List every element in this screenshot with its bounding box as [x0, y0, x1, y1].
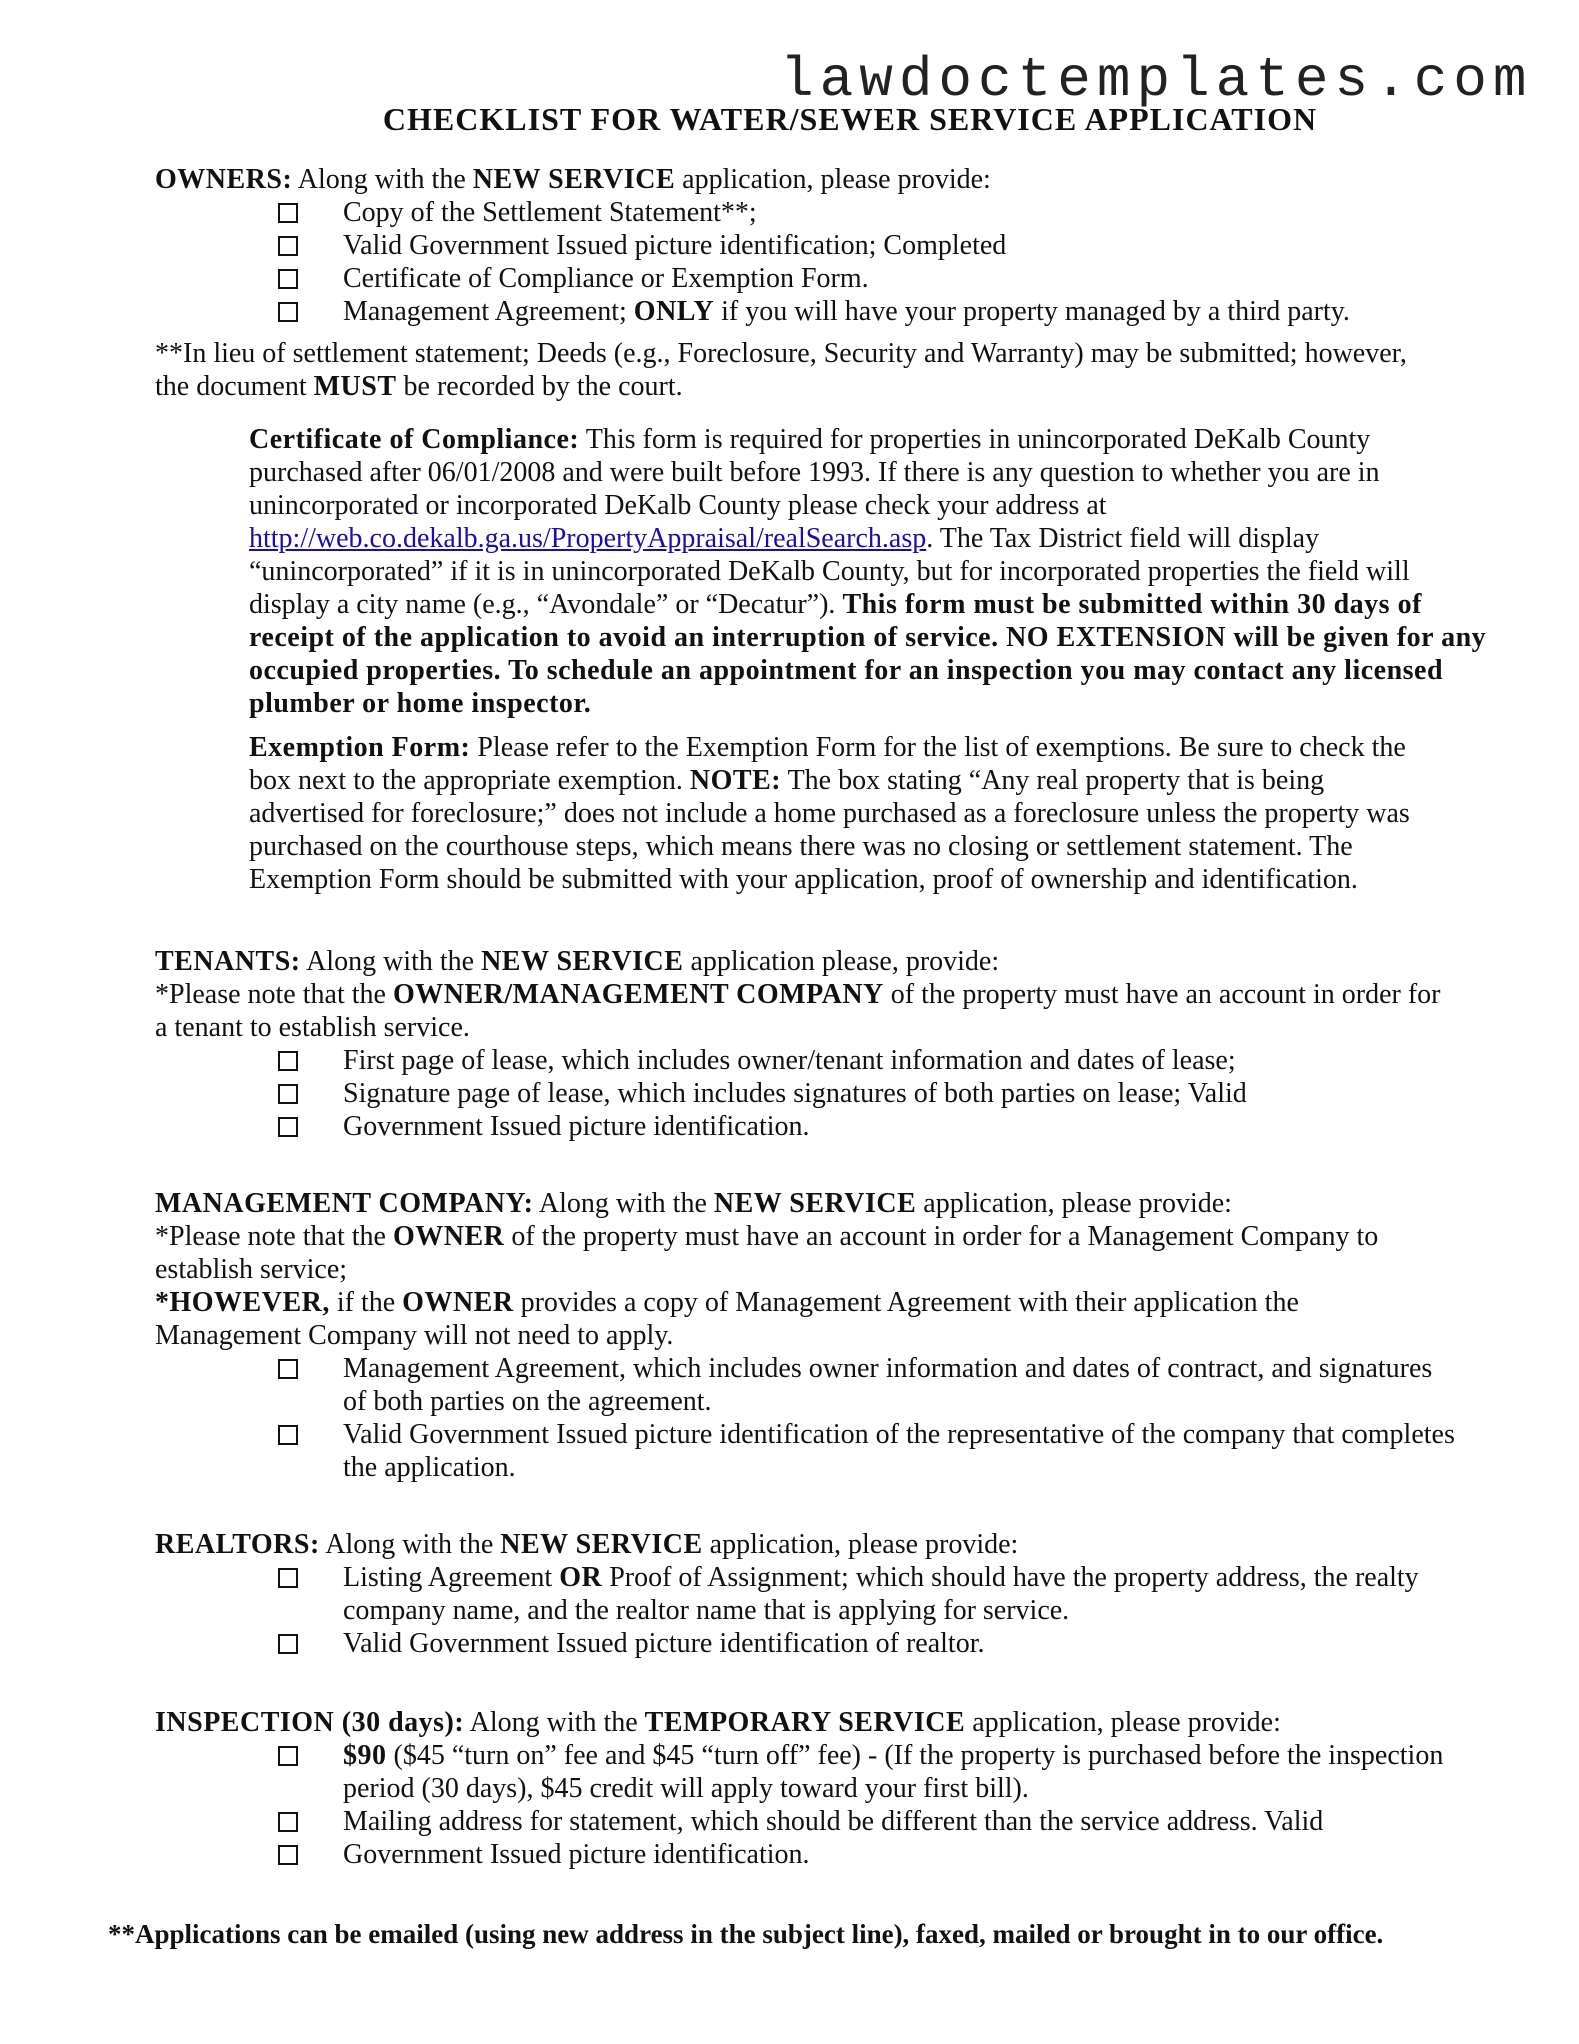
intro-text: application, please provide: — [923, 1188, 1232, 1219]
emphasis: ONLY — [633, 296, 715, 327]
para-text: purchased on the courthouse steps, which means there was no closing or settlement statement. The — [249, 831, 1353, 862]
item-label: company name, and the realtor name that is applying for service. — [343, 1595, 1070, 1626]
checkbox-icon[interactable] — [278, 302, 298, 322]
bold-text: occupied properties. To schedule an appointment for an inspection you may contact any licensed — [249, 655, 1444, 686]
note-text: if the — [336, 1287, 396, 1318]
note-text: of the property must have an account in order for a Management Company to — [511, 1221, 1379, 1252]
item-label: Government Issued picture identification. — [343, 1111, 810, 1142]
intro-text: Along with the — [297, 164, 466, 195]
intro-text: Along with the — [325, 1529, 494, 1560]
checklist-item — [278, 295, 1455, 328]
emphasis: MUST — [313, 371, 397, 402]
item-label: First page of lease, which includes owner/tenant information and dates of lease; — [343, 1045, 1236, 1076]
item-label: Signature page of lease, which includes signatures of both parties on lease; Valid — [343, 1078, 1247, 1109]
bold-text: receipt of the application to avoid an interruption of service. NO EXTENSION will be given for any — [249, 622, 1487, 653]
exemption-paragraph — [249, 731, 1459, 896]
management-heading: MANAGEMENT COMPANY: — [155, 1188, 534, 1219]
tenants-heading: TENANTS: — [155, 946, 301, 977]
settlement-note-line2 — [155, 370, 1455, 403]
checkbox-icon[interactable] — [278, 203, 298, 223]
checklist-item — [278, 1077, 1455, 1110]
para-text: Exemption Form should be submitted with your application, proof of ownership and identification. — [249, 864, 1358, 895]
management-checklist — [278, 1352, 1455, 1484]
inspection-checklist — [278, 1739, 1455, 1871]
certificate-label: Certificate of Compliance: — [249, 424, 580, 455]
checklist-item — [278, 1805, 1455, 1838]
para-text: Please refer to the Exemption Form for the list of exemptions. Be sure to check the — [477, 732, 1406, 763]
item-label: Management Agreement; — [343, 296, 627, 327]
new-service-label: NEW SERVICE — [713, 1188, 917, 1219]
tenants-section — [155, 945, 1455, 1143]
checkbox-icon[interactable] — [278, 1845, 298, 1865]
realtors-heading: REALTORS: — [155, 1529, 320, 1560]
owners-heading: OWNERS: — [155, 164, 293, 195]
note-text: *Please note that the — [155, 979, 386, 1010]
temporary-service-label: TEMPORARY SERVICE — [644, 1707, 966, 1738]
emphasis: OWNER — [402, 1287, 514, 1318]
item-label: Valid Government Issued picture identification of realtor. — [343, 1628, 985, 1659]
checklist-item — [278, 1627, 1455, 1660]
para-text: The box stating “Any real property that is being — [787, 765, 1325, 796]
realtors-checklist — [278, 1561, 1455, 1660]
item-label: Copy of the Settlement Statement**; — [343, 197, 757, 228]
intro-text: application, please provide: — [709, 1529, 1019, 1560]
checkbox-icon[interactable] — [278, 236, 298, 256]
new-service-label: NEW SERVICE — [481, 946, 684, 977]
emphasis: *HOWEVER, — [155, 1287, 330, 1318]
item-label: the application. — [343, 1452, 516, 1483]
note-text: the document — [155, 371, 307, 402]
tenants-checklist — [278, 1044, 1455, 1143]
intro-text: application, please provide: — [972, 1707, 1281, 1738]
para-text: box next to the appropriate exemption. — [249, 765, 683, 796]
emphasis: OWNER/MANAGEMENT COMPANY — [392, 979, 884, 1010]
page-title: CHECKLIST FOR WATER/SEWER SERVICE APPLICATION — [382, 101, 1318, 137]
note-text: *Please note that the — [155, 1221, 386, 1252]
checklist-item — [278, 1561, 1455, 1627]
checkbox-icon[interactable] — [278, 1746, 298, 1766]
bold-text: This form must be submitted within 30 days of — [842, 589, 1422, 620]
item-label: Mailing address for statement, which should be different than the service address. Valid — [343, 1806, 1324, 1837]
management-section — [155, 1187, 1455, 1484]
owners-section — [155, 163, 1455, 403]
para-text: display a city name (e.g., “Avondale” or “Decatur”). — [249, 589, 836, 620]
checkbox-icon[interactable] — [278, 1359, 298, 1379]
item-label: period (30 days), $45 credit will apply toward your first bill). — [343, 1773, 1029, 1804]
checklist-item — [278, 1352, 1455, 1418]
note-label: NOTE: — [689, 765, 782, 796]
fee-amount: $90 — [343, 1740, 387, 1771]
checklist-item — [278, 1739, 1455, 1805]
note-text: Management Company will not need to apply. — [155, 1320, 674, 1351]
item-label: Certificate of Compliance or Exemption Form. — [343, 263, 869, 294]
realtors-section — [155, 1528, 1455, 1660]
checkbox-icon[interactable] — [278, 1051, 298, 1071]
settlement-note: **In lieu of settlement statement; Deeds (e.g., Foreclosure, Security and Warranty) may be submitted; however, — [155, 338, 1407, 369]
new-service-label: NEW SERVICE — [500, 1529, 703, 1560]
bold-text: plumber or home inspector. — [249, 688, 592, 719]
para-text: “unincorporated” if it is in unincorporated DeKalb County, but for incorporated properties the field will — [249, 556, 1410, 587]
checklist-item — [278, 1044, 1455, 1077]
item-label: Listing Agreement — [343, 1562, 553, 1593]
item-label: Proof of Assignment; which should have the property address, the realty — [609, 1562, 1419, 1593]
intro-text: application please, provide: — [690, 946, 1000, 977]
checkbox-icon[interactable] — [278, 1425, 298, 1445]
property-search-link[interactable]: http://web.co.dekalb.ga.us/PropertyAppraisal/realSearch.asp — [249, 523, 927, 554]
note-text: be recorded by the court. — [403, 371, 683, 402]
item-label: Management Agreement, which includes owner information and dates of contract, and signatures — [343, 1353, 1433, 1384]
item-label: Valid Government Issued picture identification; Completed — [343, 230, 1007, 261]
para-text: unincorporated or incorporated DeKalb County please check your address at — [249, 490, 1107, 521]
checkbox-icon[interactable] — [278, 1634, 298, 1654]
note-text: of the property must have an account in order for — [890, 979, 1441, 1010]
checkbox-icon[interactable] — [278, 1117, 298, 1137]
note-text: a tenant to establish service. — [155, 1012, 470, 1043]
para-text: This form is required for properties in unincorporated DeKalb County — [585, 424, 1371, 455]
intro-text: Along with the — [469, 1707, 638, 1738]
item-label: Valid Government Issued picture identification of the representative of the company that completes — [343, 1419, 1455, 1450]
checklist-item — [278, 262, 1455, 295]
checkbox-icon[interactable] — [278, 1084, 298, 1104]
intro-text: Along with the — [306, 946, 475, 977]
para-text: advertised for foreclosure;” does not include a home purchased as a foreclosure unless the property was — [249, 798, 1410, 829]
new-service-label: NEW SERVICE — [472, 164, 676, 195]
item-label: Government Issued picture identification. — [343, 1839, 810, 1870]
watermark: lawdoctemplates.com — [780, 48, 1533, 112]
checklist-item — [278, 1110, 1455, 1143]
emphasis: OWNER — [392, 1221, 505, 1252]
para-text: purchased after 06/01/2008 and were built before 1993. If there is any question to whether you are in — [249, 457, 1380, 488]
inspection-heading: INSPECTION (30 days): — [155, 1707, 465, 1738]
exemption-label: Exemption Form: — [249, 732, 471, 763]
intro-text: Along with the — [538, 1188, 707, 1219]
intro-text: application, please provide: — [682, 164, 991, 195]
owners-checklist — [278, 196, 1455, 328]
footer-note: **Applications can be emailed (using new address in the subject line), faxed, mailed or brought in to our office. — [108, 1919, 1384, 1949]
item-label: if you will have your property managed by a third party. — [721, 296, 1350, 327]
para-text: . The Tax District field will display — [926, 523, 1320, 554]
checkbox-icon[interactable] — [278, 1568, 298, 1588]
checklist-item — [278, 229, 1455, 262]
item-label: of both parties on the agreement. — [343, 1386, 712, 1417]
checklist-item — [278, 196, 1455, 229]
checkbox-icon[interactable] — [278, 269, 298, 289]
item-label: ($45 “turn on” fee and $45 “turn off” fee) - (If the property is purchased before the inspection — [393, 1740, 1444, 1771]
checklist-item — [278, 1418, 1455, 1484]
checklist-item — [278, 1838, 1455, 1871]
emphasis: OR — [559, 1562, 603, 1593]
note-text: establish service; — [155, 1254, 348, 1285]
certificate-paragraph — [249, 423, 1487, 720]
inspection-section — [155, 1706, 1455, 1871]
owners-intro — [155, 163, 1455, 196]
note-text: provides a copy of Management Agreement with their application the — [520, 1287, 1299, 1318]
checkbox-icon[interactable] — [278, 1812, 298, 1832]
